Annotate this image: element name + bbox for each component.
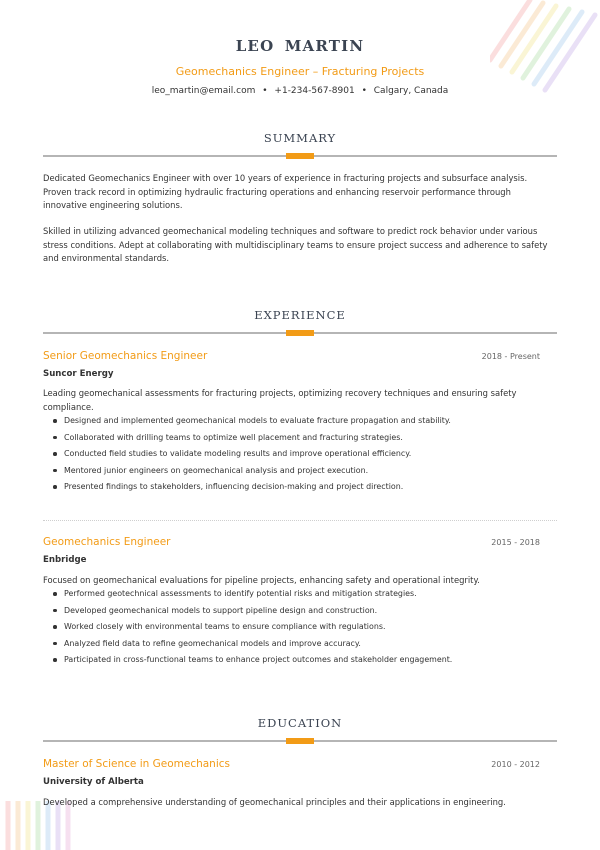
education-heading: EDUCATION: [257, 716, 343, 730]
contact-separator: •: [361, 86, 367, 96]
education-dates: 2010 - 2012: [491, 760, 540, 769]
contact-phone: +1-234-567-8901: [274, 86, 355, 96]
contact-separator: •: [262, 86, 268, 96]
job-separator: [43, 520, 557, 521]
degree-title: Master of Science in Geomechanics: [43, 758, 230, 770]
section-divider: [43, 332, 557, 334]
summary-paragraph: Skilled in utilizing advanced geomechanical modeling techniques and software to predict rock behavior under various stress conditions. Adept at collaborating with multidisciplinary teams to ensure project success and adherence to safety and environmental standards.: [43, 226, 548, 263]
job-description: Leading geomechanical assessments for fracturing projects, optimizing recovery techniques and ensuring safety compliance.: [43, 388, 517, 412]
job-description: Focused on geomechanical evaluations for pipeline projects, enhancing safety and operational integrity.: [43, 575, 480, 585]
job-title: Senior Geomechanics Engineer: [43, 350, 208, 362]
summary-heading: SUMMARY: [263, 131, 337, 145]
divider-accent: [286, 153, 314, 159]
summary-paragraph: Dedicated Geomechanics Engineer with over 10 years of experience in fracturing projects and subsurface analysis. Proven track record in optimizing hydraulic fracturing operations and enhancing reservoir performance through innovative engineering solutions.: [43, 173, 528, 210]
resume-header: [0, 37, 600, 96]
contact-location: Calgary, Canada: [373, 86, 449, 96]
list-item: Conducted field studies to validate modeling results and improve operational efficiency.: [52, 448, 552, 465]
job-company: Enbridge: [43, 555, 87, 565]
education-description: Developed a comprehensive understanding of geomechanical principles and their applications in engineering.: [43, 797, 506, 807]
list-item: Collaborated with drilling teams to optimize well placement and fracturing strategies.: [52, 432, 552, 449]
candidate-title: Geomechanics Engineer – Fracturing Projects: [175, 65, 425, 78]
list-item: Mentored junior engineers on geomechanical analysis and project execution.: [52, 465, 552, 482]
experience-section-header: [43, 308, 557, 334]
divider-accent: [286, 330, 314, 336]
list-item: Worked closely with environmental teams to ensure compliance with regulations.: [52, 621, 552, 638]
divider-accent: [286, 738, 314, 744]
list-item: Participated in cross-functional teams to enhance project outcomes and stakeholder engagement.: [52, 654, 552, 671]
list-item: Developed geomechanical models to support pipeline design and construction.: [52, 605, 552, 622]
education-section-header: [43, 716, 557, 742]
experience-heading: EXPERIENCE: [254, 308, 346, 322]
section-divider: [43, 155, 557, 157]
contact-line: [0, 86, 600, 96]
school-name: University of Alberta: [43, 777, 144, 787]
list-item: Performed geotechnical assessments to identify potential risks and mitigation strategies.: [52, 588, 552, 605]
job-company: Suncor Energy: [43, 369, 114, 379]
list-item: Designed and implemented geomechanical models to evaluate fracture propagation and stability.: [52, 415, 552, 432]
section-divider: [43, 740, 557, 742]
summary-section-header: [43, 131, 557, 157]
job-dates: 2015 - 2018: [491, 538, 540, 547]
candidate-name: LEO MARTIN: [235, 37, 365, 55]
contact-email: leo_martin@email.com: [151, 86, 256, 96]
list-item: Analyzed field data to refine geomechanical models and improve accuracy.: [52, 638, 552, 655]
list-item: Presented findings to stakeholders, influencing decision-making and project direction.: [52, 481, 552, 498]
job-bullet-list: [52, 415, 552, 498]
job-bullet-list: [52, 588, 552, 671]
job-dates: 2018 - Present: [481, 352, 540, 361]
job-title: Geomechanics Engineer: [43, 536, 171, 548]
